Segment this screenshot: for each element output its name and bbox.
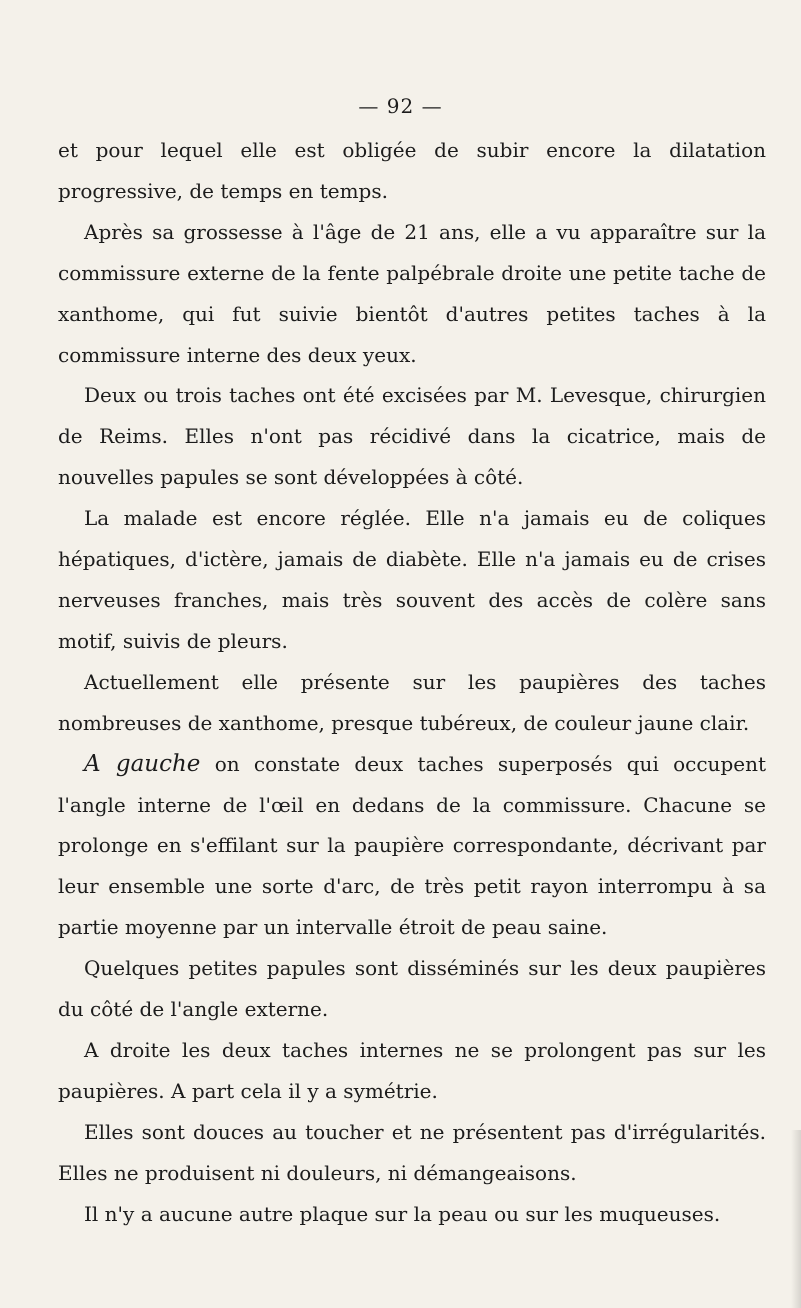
page-edge-shadow: [791, 1130, 801, 1308]
paragraph-2: Après sa grossesse à l'âge de 21 ans, elle a vu apparaître sur la commissure externe de la fente palpébrale droite une petite tache de xanthome, qui fut suivie bientôt d'autres petites taches à la commissure interne des deux yeux.: [58, 219, 766, 367]
paragraph-1: et pour lequel elle est obligée de subir encore la dilatation progressive, de temps en temps.: [58, 138, 766, 203]
paragraph-7: Quelques petites papules sont disséminés sur les deux paupières du côté de l'angle externe.: [58, 956, 766, 1022]
paragraph-9: Elles sont douces au toucher et ne présentent pas d'irrégularités. Elles ne produisent ni douleurs, ni démangeaisons.: [58, 1119, 766, 1185]
paragraph-3: Deux ou trois taches ont été excisées par M. Levesque, chirurgien de Reims. Elles n'ont pas récidivé dans la cicatrice, mais de nouvelles papules se sont développées à côté.: [58, 383, 766, 490]
italic-lead: A gauche: [84, 750, 201, 777]
page-number: — 92 —: [358, 94, 443, 118]
paragraph-10: Il n'y a aucune autre plaque sur la peau ou sur les muqueuses.: [84, 1201, 721, 1226]
paragraph-6-text: on constate deux taches superposés qui occupent l'angle interne de l'œil en dedans de la commissure. Chacune se prolonge en s'effilant sur la paupière correspondante, décrivant par leur ensemble une sorte d'arc, de très petit rayon interrompu à sa partie moyenne par un intervalle étroit de peau saine.: [58, 751, 766, 940]
paragraph-8: A droite les deux taches internes ne se prolongent pas sur les paupières. A part cela il y a symétrie.: [58, 1037, 766, 1103]
text-body: [58, 130, 766, 1234]
paragraph-5: Actuellement elle présente sur les paupières des taches nombreuses de xanthome, presque tubéreux, de couleur jaune clair.: [58, 669, 766, 735]
paragraph-4: La malade est encore réglée. Elle n'a jamais eu de coliques hépatiques, d'ictère, jamais de diabète. Elle n'a jamais eu de crises nerveuses franches, mais très souvent des accès de colère sans motif, suivis de pleurs.: [58, 506, 766, 653]
paragraph-6: [58, 744, 766, 949]
